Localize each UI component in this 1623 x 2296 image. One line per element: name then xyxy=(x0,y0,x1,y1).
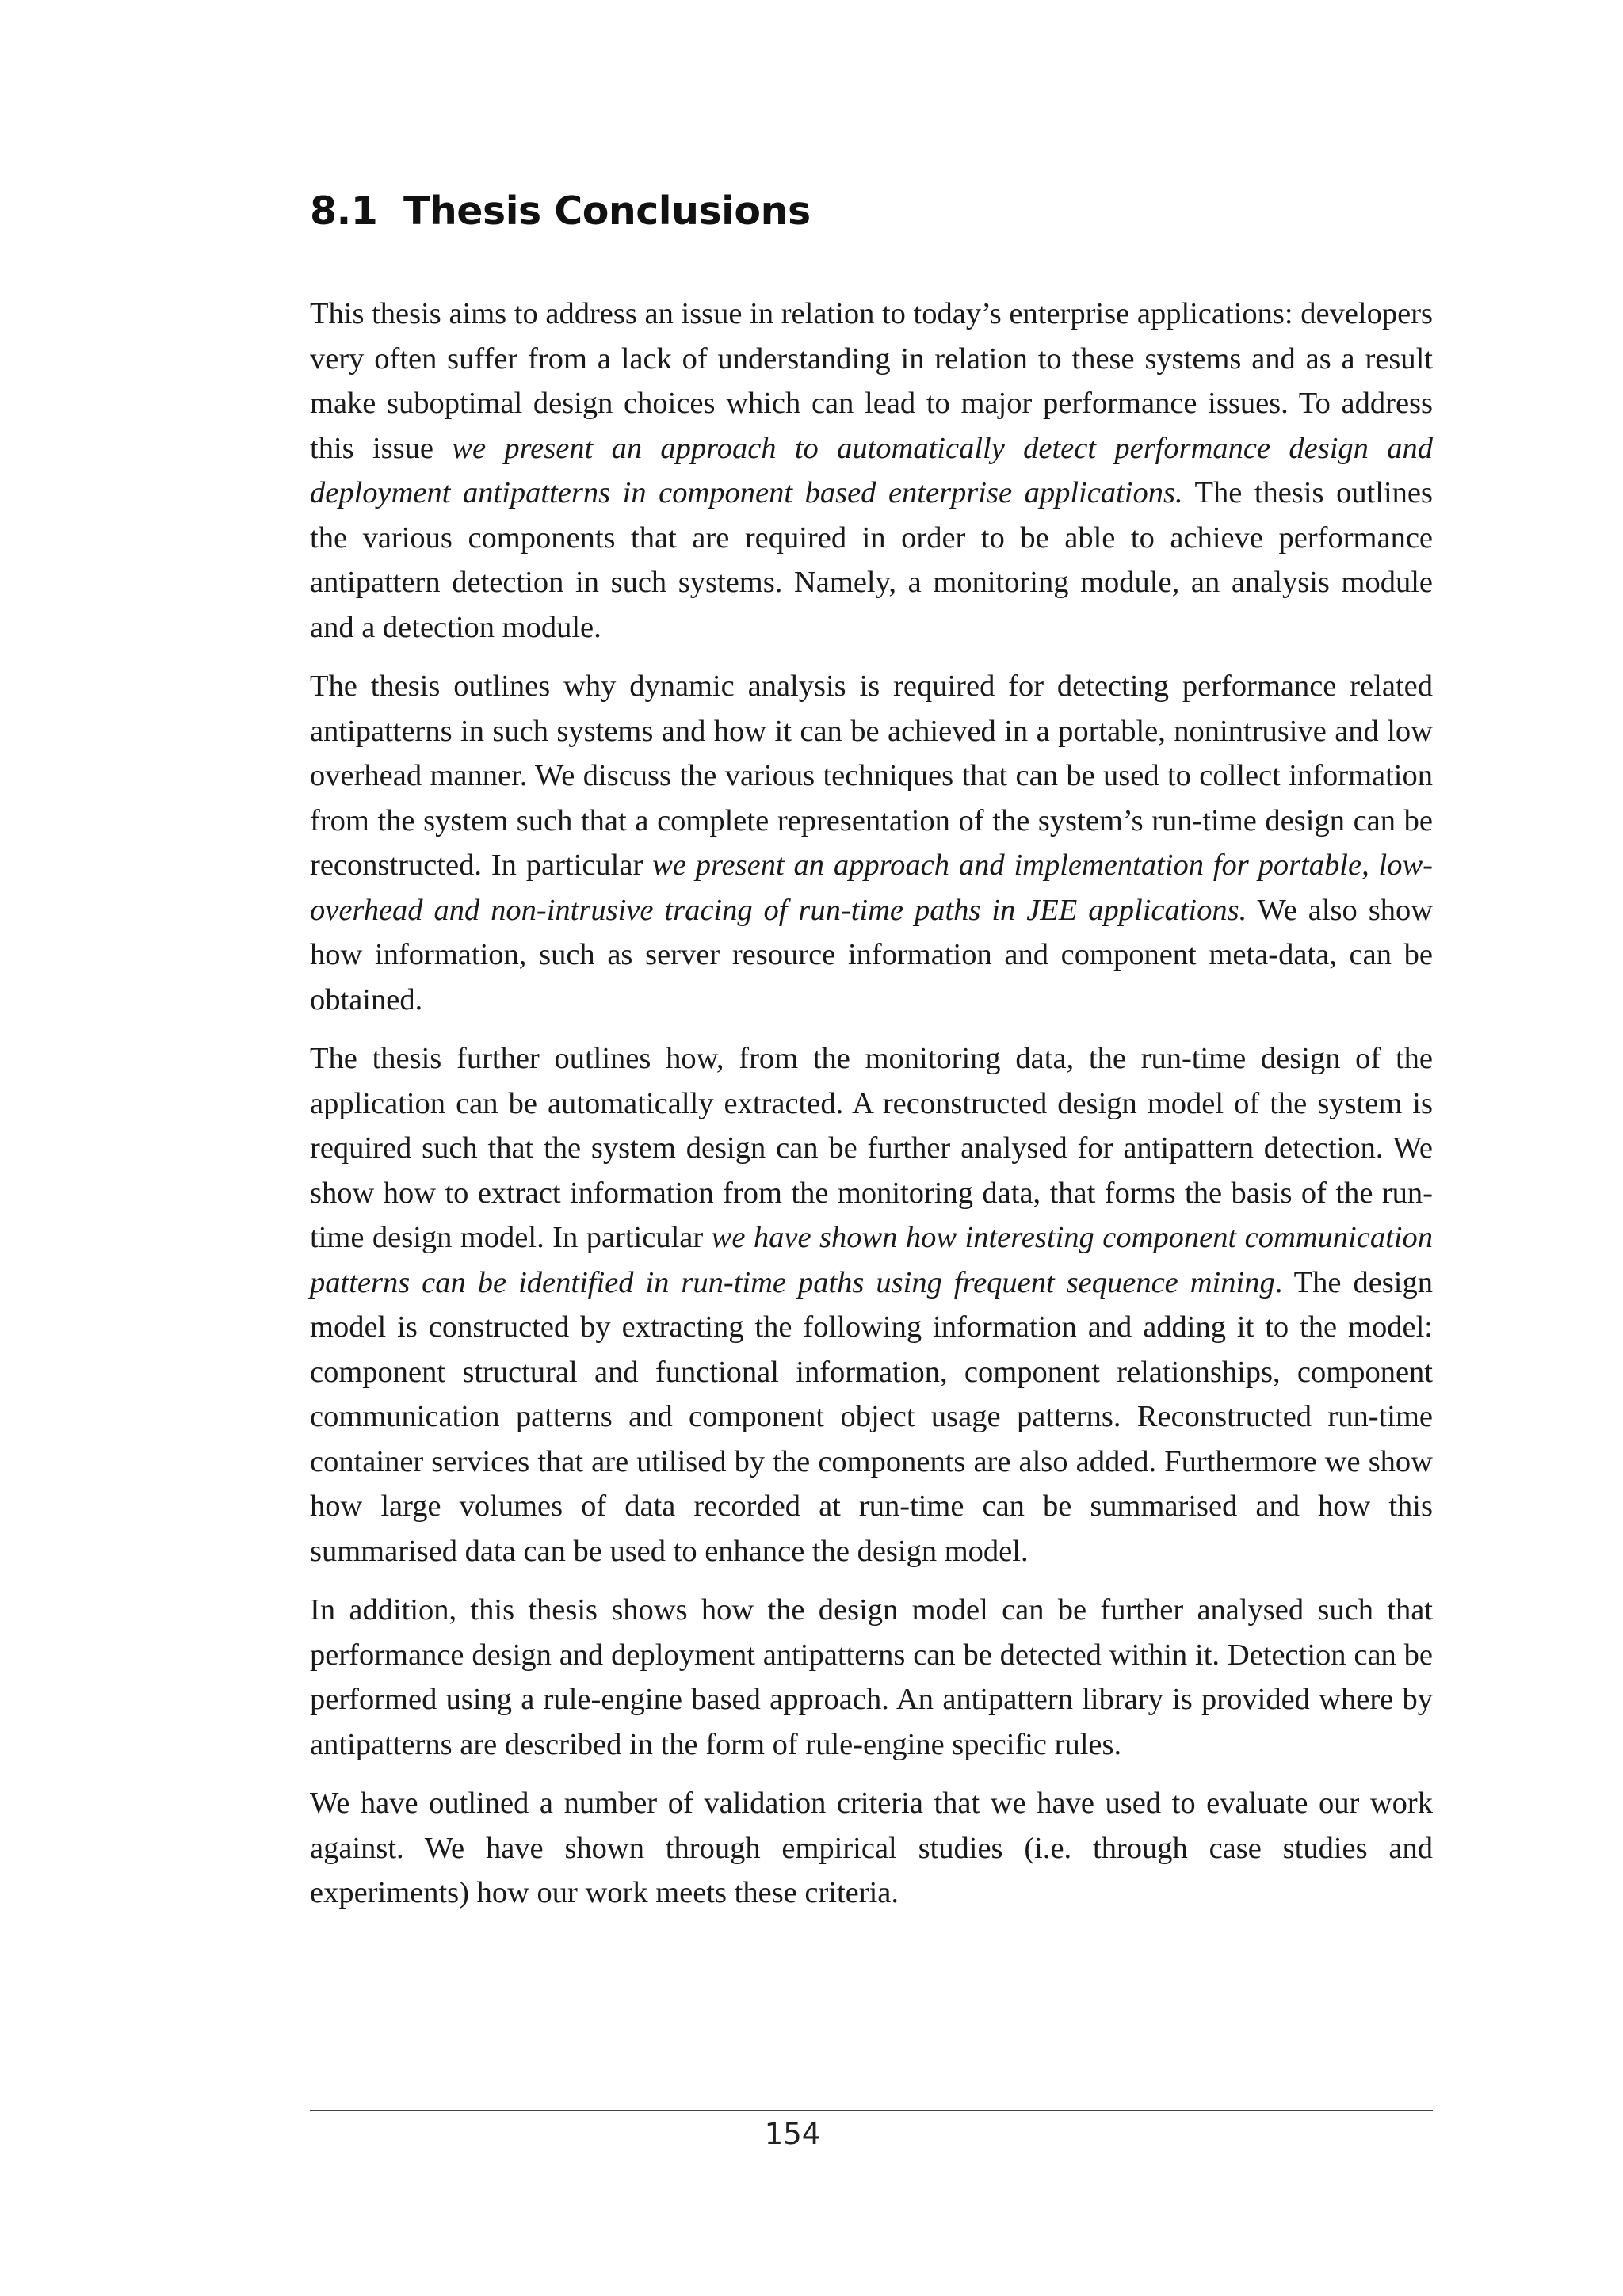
section-heading xyxy=(310,189,811,234)
paragraph-5: We have outlined a number of validation criteria that we have used to evaluate our work against. We have shown through empirical studies (i.e. through case studies and experiments) how our work meets these criteria. xyxy=(310,1787,1433,1909)
body-text xyxy=(310,292,1433,1930)
paragraph-4: In addition, this thesis shows how the design model can be further analysed such that performance design and deployment antipatterns can be detected within it. Detection can be performed using a rule-engine based approach. An antipattern library is provided where by antipatterns are described in the form of rule-engine specific rules. xyxy=(310,1593,1433,1761)
section-number: 8.1 xyxy=(310,189,378,234)
emphasis-text: we present an approach and implementation for portable, low-overhead and non-intrusive tracing of run-time paths in JEE applications. xyxy=(310,849,1433,927)
paragraph-1: This thesis aims to address an issue in relation to today’s enterprise applications: developers very often suffer from a lack of understanding in relation to these systems and as a result make suboptimal design choices which can lead to major performance issues. To address this issue we present an approach to automatically detect performance design and deployment antipatterns in component based enterprise applications. The thesis outlines the various components that are required in order to be able to achieve performance antipattern detection in such systems. Namely, a monitoring module, an analysis module and a detection module. xyxy=(310,297,1433,644)
page-number: 154 xyxy=(764,2117,821,2151)
paragraph-2: The thesis outlines why dynamic analysis is required for detecting performance related antipatterns in such systems and how it can be achieved in a portable, nonintrusive and low overhead manner. We discuss the various techniques that can be used to collect information from the system such that a complete representation of the system’s run-time design can be reconstructed. In particular we present an approach and implementation for portable, low-overhead and non-intrusive tracing of run-time paths in JEE applications. We also show how information, such as server resource information and component meta-data, can be obtained. xyxy=(310,669,1434,1016)
section-title: Thesis Conclusions xyxy=(403,189,811,234)
emphasis-text: we present an approach to automatically detect performance design and deployment antipatterns in component based enterprise applications. xyxy=(310,431,1433,509)
paragraph-3: The thesis further outlines how, from the monitoring data, the run-time design of the application can be automatically extracted. A reconstructed design model of the system is required such that the system design can be further analysed for antipattern detection. We show how to extract information from the monitoring data, that forms the basis of the run-time design model. In particular we have shown how interesting component communication patterns can be identified in run-time paths using frequent sequence mining. The design model is constructed by extracting the following information and adding it to the model: component structural and functional information, component relationships, component communication patterns and component object usage patterns. Reconstructed run-time container services that are utilised by the components are also added. Furthermore we show how large volumes of data recorded at run-time can be summarised and how this summarised data can be used to enhance the design model. xyxy=(310,1042,1433,1568)
footer-rule xyxy=(310,2110,1433,2111)
emphasis-text: we have shown how interesting component communication patterns can be identified in run-time paths using frequent sequence mining xyxy=(310,1221,1433,1299)
